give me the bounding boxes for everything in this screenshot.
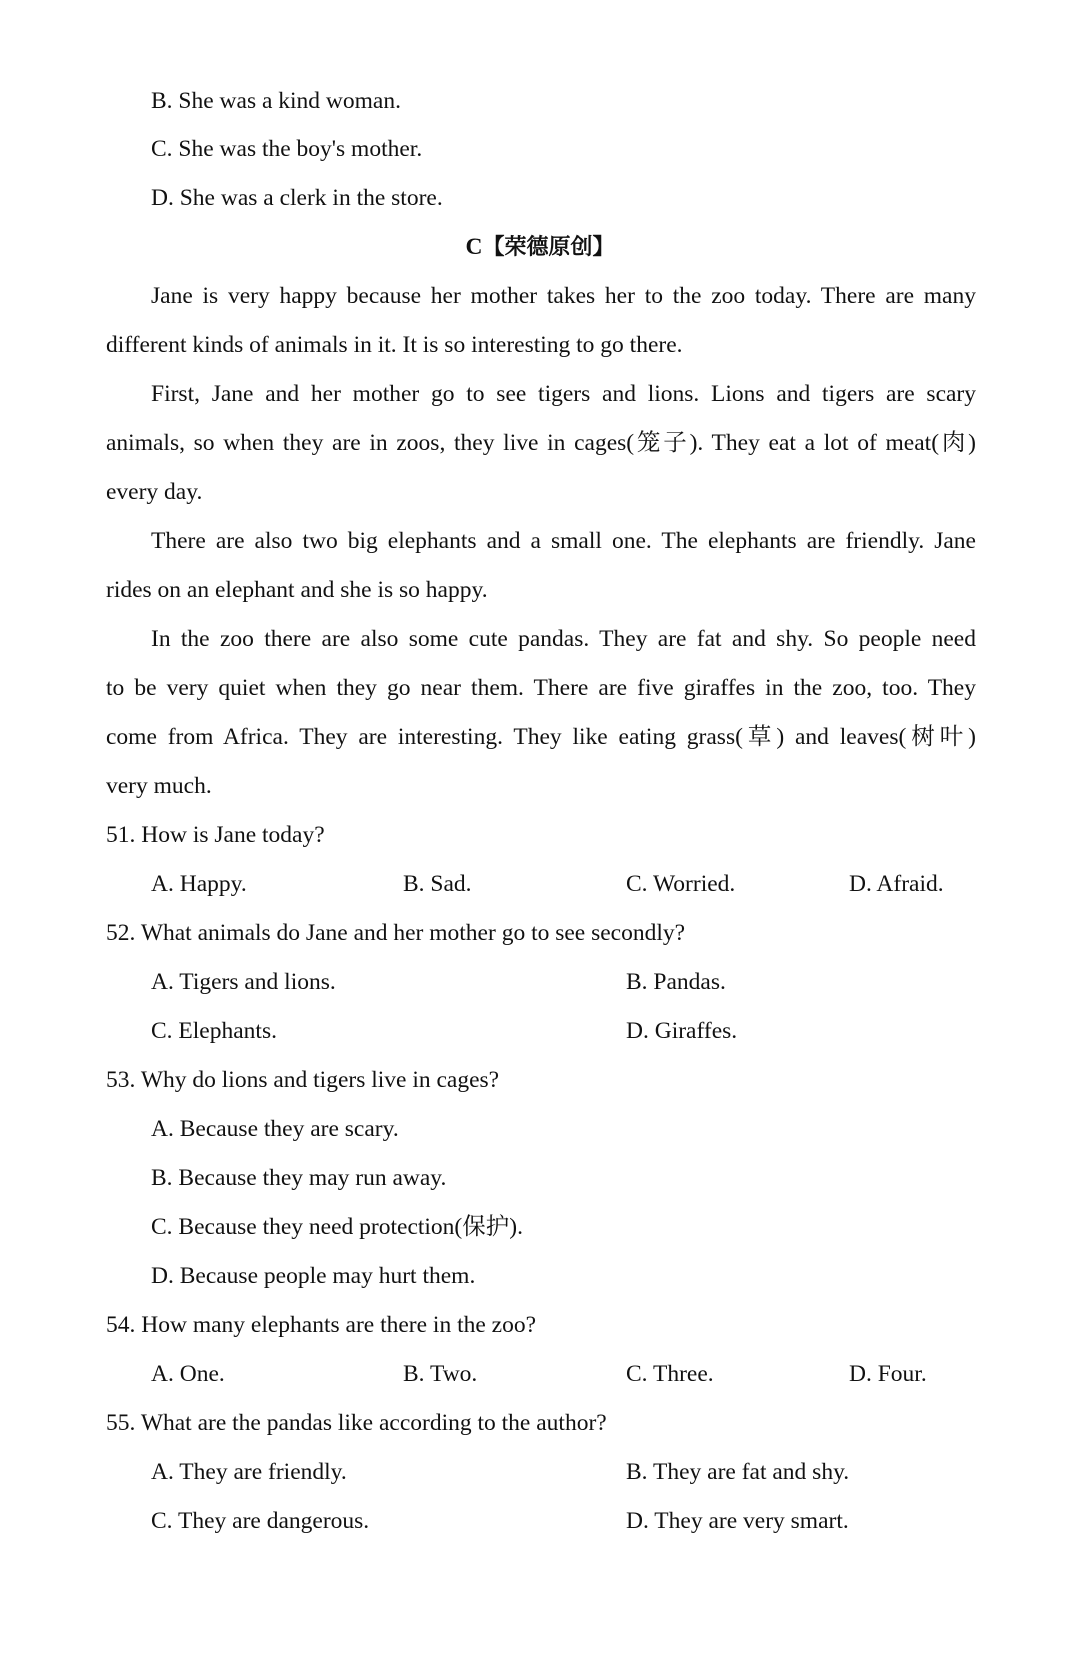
question-53-option-b: B. Because they may run away.: [151, 1165, 447, 1191]
question-51-option-c: C. Worried.: [626, 871, 736, 897]
passage-p4-line3: come from Africa. They are interesting. They like eating grass(草) and leaves(树叶): [106, 724, 976, 750]
question-55-option-d: D. They are very smart.: [626, 1508, 849, 1534]
passage-p4-line1: In the zoo there are also some cute pandas. They are fat and shy. So people need: [151, 626, 976, 652]
question-51-stem: 51. How is Jane today?: [106, 822, 325, 848]
question-54-stem: 54. How many elephants are there in the zoo?: [106, 1312, 537, 1338]
option-b-prev: B. She was a kind woman.: [151, 88, 401, 114]
question-53-stem: 53. Why do lions and tigers live in cages?: [106, 1067, 500, 1093]
question-51-option-a: A. Happy.: [151, 871, 247, 897]
question-53-option-a: A. Because they are scary.: [151, 1116, 399, 1142]
question-52-stem: 52. What animals do Jane and her mother go to see secondly?: [106, 920, 686, 946]
question-55-option-c: C. They are dangerous.: [151, 1508, 370, 1534]
question-52-option-c: C. Elephants.: [151, 1018, 277, 1044]
option-c-prev: C. She was the boy's mother.: [151, 136, 423, 162]
question-51-option-d: D. Afraid.: [849, 871, 944, 897]
passage-p1-line2: different kinds of animals in it. It is so interesting to go there.: [106, 332, 683, 358]
question-52-option-a: A. Tigers and lions.: [151, 969, 336, 995]
passage-p1-line1: Jane is very happy because her mother takes her to the zoo today. There are many: [151, 283, 976, 309]
option-d-prev: D. She was a clerk in the store.: [151, 185, 443, 211]
question-54-option-a: A. One.: [151, 1361, 225, 1387]
question-51-option-b: B. Sad.: [403, 871, 472, 897]
section-letter: C: [465, 234, 483, 260]
passage-p2-line3: every day.: [106, 479, 203, 505]
section-tag: 【荣德原创】: [482, 235, 615, 260]
question-54-option-b: B. Two.: [403, 1361, 478, 1387]
question-53-option-d: D. Because people may hurt them.: [151, 1263, 476, 1289]
question-52-option-b: B. Pandas.: [626, 969, 726, 995]
passage-p4-line2: to be very quiet when they go near them. There are five giraffes in the zoo, too. They: [106, 675, 976, 701]
passage-p2-line2: animals, so when they are in zoos, they live in cages(笼子). They eat a lot of meat(肉): [106, 430, 976, 456]
question-55-stem: 55. What are the pandas like according to the author?: [106, 1410, 607, 1436]
passage-p3-line1: There are also two big elephants and a small one. The elephants are friendly. Jane: [151, 528, 976, 554]
question-55-option-a: A. They are friendly.: [151, 1459, 347, 1485]
question-53-option-c: C. Because they need protection(保护).: [151, 1214, 523, 1240]
question-55-option-b: B. They are fat and shy.: [626, 1459, 850, 1485]
question-54-option-c: C. Three.: [626, 1361, 714, 1387]
passage-p3-line2: rides on an elephant and she is so happy.: [106, 577, 488, 603]
question-52-option-d: D. Giraffes.: [626, 1018, 738, 1044]
question-54-option-d: D. Four.: [849, 1361, 927, 1387]
passage-p2-line1: First, Jane and her mother go to see tigers and lions. Lions and tigers are scary: [151, 381, 976, 407]
passage-p4-line4: very much.: [106, 773, 212, 799]
section-heading: [0, 232, 1080, 263]
